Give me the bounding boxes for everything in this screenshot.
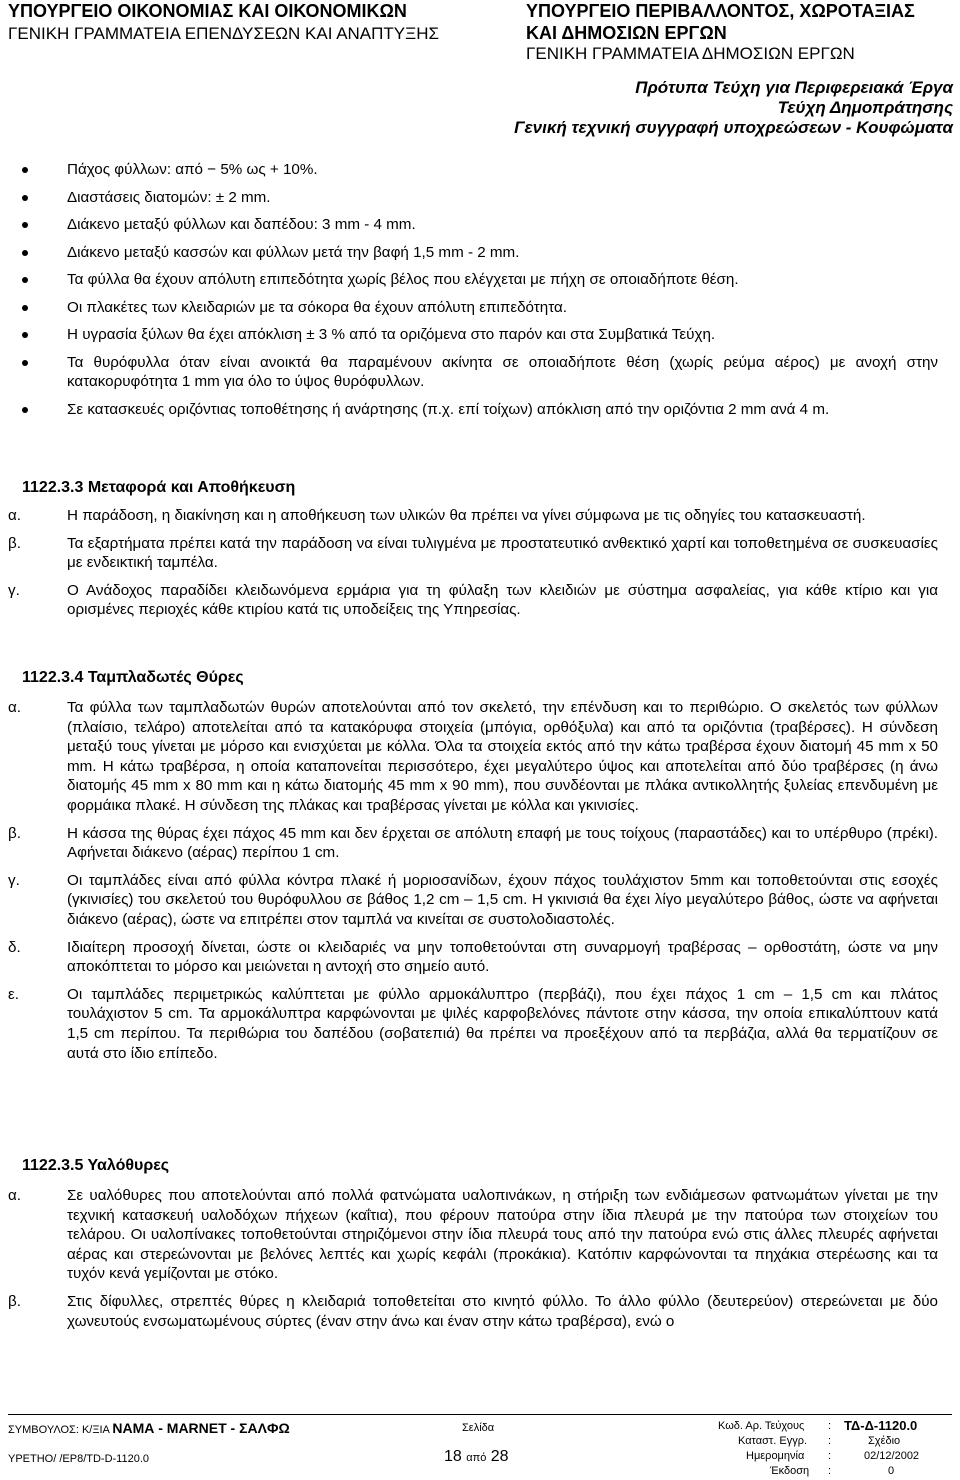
footer-divider (8, 1414, 952, 1415)
list-marker: γ. (8, 871, 20, 889)
bullet-dot-icon (22, 222, 28, 228)
section-transport-storage-list (8, 506, 938, 628)
doc-title-line1: Πρότυπα Τεύχη για Περιφερειακά Έργα (635, 78, 953, 97)
consultant-name: ΝΑΜΑ - MARNET - ΣΑΛΦΩ (112, 1420, 290, 1436)
bullet-item: Διάκενο μεταξύ κασσών και φύλλων μετά την βαφή 1,5 mm - 2 mm. (22, 243, 938, 263)
bullet-item: Η υγρασία ξύλων θα έχει απόκλιση ± 3 % από τα οριζόμενα στο παρόν και στα Συμβατικά Τεύχη. (22, 325, 938, 345)
consultant-label: ΣΥΜΒΟΥΛΟΣ: (8, 1424, 79, 1436)
list-item-text: Η κάσσα της θύρας έχει πάχος 45 mm και δεν έρχεται σε απόλυτη επαφή με τους τοίχους (παραστάδες) και το υπέρθυρο (πρέκι). Αφήνεται διάκενο (αέρας) περίπου 1 cm. (67, 824, 938, 862)
list-item-text: Οι ταμπλάδες είναι από φύλλα κόντρα πλακέ ή μοριοσανίδων, έχουν πάχος τουλάχιστον 5mm και τοποθετούνται στις εσοχές (γκινισίες) του σκελετού του θυρόφυλλου σε βάθος 1,2 cm – 1,5 cm. Η γκινισιά θα έχει λίγο μεγαλύτερο βάθος, ώστε να αφήνεται διάκενο (αέρας), ώστε να επιτρέπει στον ταμπλά να κινείται σε συστολοδιαστολές. (67, 871, 938, 928)
bullet-dot-icon (22, 277, 28, 283)
page-total: 28 (490, 1448, 509, 1465)
header-left (8, 0, 439, 45)
meta-sep: : (828, 1450, 832, 1462)
list-item-text: Οι ταμπλάδες περιμετρικώς καλύπτεται με φύλλο αρμοκάλυπτρο (περβάζι), που έχει πάχος 1 cm – 1,5 cm και πλάτος τουλάχιστον 5 cm. Τα αρμοκάλυπτρα καρφώνονται με ψιλές καρφοβελόνες πάντοτε στην κάσσα, την οποία επικαλύπτουν κατά 1,5 cm περίπου. Τα περιθώρια του δαπέδου (σοβατεπιά) θα πρέπει να προεξέχουν από τα περβάζια, αλλά θα τερματίζουν σε αυτά στο ίδιο επίπεδο. (67, 985, 938, 1062)
bullet-dot-icon (22, 332, 28, 338)
footer-file-code: ΥΡΕΤΗΟ/ /ΕΡ8/ΤD-D-1120.0 (8, 1453, 150, 1465)
list-item-text: Τα εξαρτήματα πρέπει κατά την παράδοση να είναι τυλιγμένα με προστατευτικό ανθεκτικό χαρτί και τοποθετημένα σε συσκευασίες με ενδεικτική ταμπέλα. (67, 534, 938, 572)
meta-row (718, 1434, 954, 1449)
list-item (8, 938, 938, 977)
list-marker: α. (8, 507, 21, 524)
list-item (8, 985, 938, 1063)
list-item-text: Στις δίφυλλες, στρεπτές θύρες η κλειδαριά τοποθετείται στο κινητό φύλλο. Το άλλο φύλλο (δευτερεύον) στερεώνεται με δύο χωνευτούς ενσωματωμένους σύρτες (έναν στην άνω και έναν στην κάτω τραβέρσα), ενώ ο (67, 1292, 938, 1330)
tolerance-bullet-list (22, 160, 938, 427)
list-item-text: Τα φύλλα των ταμπλαδωτών θυρών αποτελούνται από τον σκελετό, την επένδυση και το περιθώριο. Ο σκελετός των φύλλων (πλαίσιο, τελάρο) αποτελείται από τα κατακόρυφα στοιχεία (μπόγια, ορθόξυλα) και από τα οριζόντια (τραβέρσες). Η σύνδεση μεταξύ τους γίνεται με μόρσο και ενισχύεται με κόλλα. Όλα τα στοιχεία εκτός από την κάτω τραβέρσα έχουν διατομή 45 mm x 50 mm. Η κάτω τραβέρσα, η οποία καταπονείται περισσότερο, έχει μεγαλύτερο ύψος και αποτελείται από δύο τραβέρσες (η άνω διατομής 45 mm x 80 mm και η κάτω διατομής 45 mm x 90 mm), που συνδέονται με πλάκα αντικολλητής ξυλείας επενδυμένη με φορμάικα πλακέ. Η σύνδεση της πλάκας και τραβέρσας γίνεται με κόλλα και γκινισίες. (67, 699, 938, 814)
bullet-dot-icon (22, 360, 28, 366)
bullet-item: Πάχος φύλλων: από − 5% ως + 10%. (22, 160, 938, 180)
section-heading-glass-doors: 1122.3.5 Υαλόθυρες (22, 1157, 170, 1174)
bullet-item: Διαστάσεις διατομών: ± 2 mm. (22, 188, 938, 208)
section-panel-doors-list (8, 698, 938, 1071)
bullet-dot-icon (22, 250, 28, 256)
bullet-item: Τα φύλλα θα έχουν απόλυτη επιπεδότητα χωρίς βέλος που ελέγχεται με πήχη σε οποιαδήποτε θέση. (22, 270, 938, 290)
meta-value-status: Σχέδιο (868, 1435, 901, 1447)
meta-label: Κωδ. Αρ. Τεύχους (718, 1420, 805, 1432)
list-marker: β. (8, 534, 21, 552)
ministry-environment-title-line2: ΚΑΙ ΔΗΜΟΣΙΩΝ ΕΡΓΩΝ (526, 23, 727, 43)
consultant-prefix: Κ/ΞΙΑ (81, 1424, 110, 1436)
footer-page-counter (444, 1447, 509, 1468)
list-marker: β. (8, 1292, 21, 1310)
list-marker: α. (8, 699, 21, 716)
bullet-item: Σε κατασκευές οριζόντιας τοποθέτησης ή ανάρτησης (π.χ. επί τοίχων) απόκλιση από την οριζόντια 2 mm ανά 4 m. (22, 400, 938, 420)
meta-value-date: 02/12/2002 (864, 1450, 920, 1462)
bullet-dot-icon (22, 407, 28, 413)
section-glass-doors-list (8, 1186, 938, 1339)
page-of: από (466, 1452, 487, 1464)
list-item-text: Ο Ανάδοχος παραδίδει κλειδωνόμενα ερμάρια για τη φύλαξη των κλειδιών με σύστημα ασφαλείας, για κάθε κτίριο και για ορισμένες περιοχές κάθε κτιρίου κατά τις υποδείξεις της Υπηρεσίας. (67, 581, 938, 619)
doc-title-line2: Τεύχη Δημοπράτησης (777, 98, 953, 117)
list-item (8, 824, 938, 863)
bullet-dot-icon (22, 167, 28, 173)
bullet-dot-icon (22, 195, 28, 201)
bullet-item: Οι πλακέτες των κλειδαριών με τα σόκορα θα έχουν απόλυτη επιπεδότητα. (22, 298, 938, 318)
list-item (8, 581, 938, 620)
meta-value-doc-code: ΤΔ-Δ-1120.0 (844, 1418, 918, 1433)
list-item (8, 1292, 938, 1331)
list-item-text: Σε υαλόθυρες που αποτελούνται από πολλά φατνώματα υαλοπινάκων, η στήριξη των ενδιάμεσων φατνωμάτων γίνεται με την τεχνική κατασκευή υαλοδόχων πήχεων (καΐτια), που φέρουν πατούρα στην ίδια πλευρά με την πατούρα των στοιχείων του τελάρου. Οι υαλοπίνακες τοποθετούνται στηριζόμενοι στην ίδια πλευρά τους από την πατούρα ενώ στις άλλες πλευρές αφήνεται αέρας και στερεώνονται με βελόνες λεπτές και χωρίς κεφάλι (προκάκια). Κατόπιν καρφώνονται τα πηχάκια στερέωσης και τα τυχόν κενά γεμίζονται με στόκο. (67, 1187, 938, 1283)
meta-row (718, 1464, 954, 1479)
doc-title-line3: Γενική τεχνική συγγραφή υποχρεώσεων - Κουφώματα (514, 118, 953, 137)
meta-value-edition: 0 (888, 1465, 895, 1477)
meta-label: Καταστ. Εγγρ. (738, 1435, 808, 1447)
footer-page-label: Σελίδα (462, 1422, 495, 1434)
list-marker: δ. (8, 938, 21, 956)
meta-label: Ημερομηνία (746, 1450, 805, 1462)
meta-sep: : (828, 1435, 832, 1447)
meta-row (718, 1419, 954, 1434)
list-item (8, 534, 938, 573)
bullet-dot-icon (22, 305, 28, 311)
bullet-item: Τα θυρόφυλλα όταν είναι ανοικτά θα παραμένουν ακίνητα σε οποιαδήποτε θέση (χωρίς ρεύμα αέρος) με ανοχή στην κατακορυφότητα 1 mm για όλο το ύψος θυρόφυλλων. (22, 353, 938, 392)
list-marker: γ. (8, 581, 20, 599)
list-item-text: Ιδιαίτερη προσοχή δίνεται, ώστε οι κλειδαριές να μην τοποθετούνται στη συναρμογή τραβέρσας – ορθοστάτη, ώστε να μην αποκόπτεται το μόρσο και μειώνεται η αντοχή στο σημείο αυτό. (67, 938, 938, 976)
list-marker: β. (8, 824, 21, 842)
document-title (514, 78, 953, 138)
meta-sep: : (828, 1420, 832, 1432)
meta-sep: : (828, 1465, 832, 1477)
list-marker: ε. (8, 985, 19, 1003)
page-number: 18 (444, 1448, 462, 1465)
secretariat-investments: ΓΕΝΙΚΗ ΓΡΑΜΜΑΤΕΙΑ ΕΠΕΝΔΥΣΕΩΝ ΚΑΙ ΑΝΑΠΤΥΞΗΣ (8, 24, 439, 43)
list-item-text: Η παράδοση, η διακίνηση και η αποθήκευση των υλικών θα πρέπει να γίνει σύμφωνα με τις οδηγίες του κατασκευαστή. (67, 507, 866, 524)
ministry-environment-title-line1: ΥΠΟΥΡΓΕΙΟ ΠΕΡΙΒΑΛΛΟΝΤΟΣ, ΧΩΡΟΤΑΞΙΑΣ (526, 1, 915, 21)
ministry-economy-title: ΥΠΟΥΡΓΕΙΟ ΟΙΚΟΝΟΜΙΑΣ ΚΑΙ ΟΙΚΟΝΟΜΙΚΩΝ (8, 1, 407, 21)
section-heading-transport-storage: 1122.3.3 Μεταφορά και Αποθήκευση (22, 479, 296, 496)
list-item (8, 698, 938, 816)
secretariat-public-works: ΓΕΝΙΚΗ ΓΡΑΜΜΑΤΕΙΑ ΔΗΜΟΣΙΩΝ ΕΡΓΩΝ (526, 44, 855, 63)
footer-consultant (8, 1421, 290, 1437)
meta-row (718, 1449, 954, 1464)
list-item (8, 506, 938, 526)
bullet-item: Διάκενο μεταξύ φύλλων και δαπέδου: 3 mm - 4 mm. (22, 215, 938, 235)
meta-label: Έκδοση (770, 1465, 810, 1477)
list-item (8, 871, 938, 930)
list-marker: α. (8, 1187, 21, 1204)
footer-meta (718, 1419, 954, 1479)
list-item (8, 1186, 938, 1284)
header-right (526, 0, 915, 65)
section-heading-panel-doors: 1122.3.4 Ταμπλαδωτές Θύρες (22, 669, 244, 686)
